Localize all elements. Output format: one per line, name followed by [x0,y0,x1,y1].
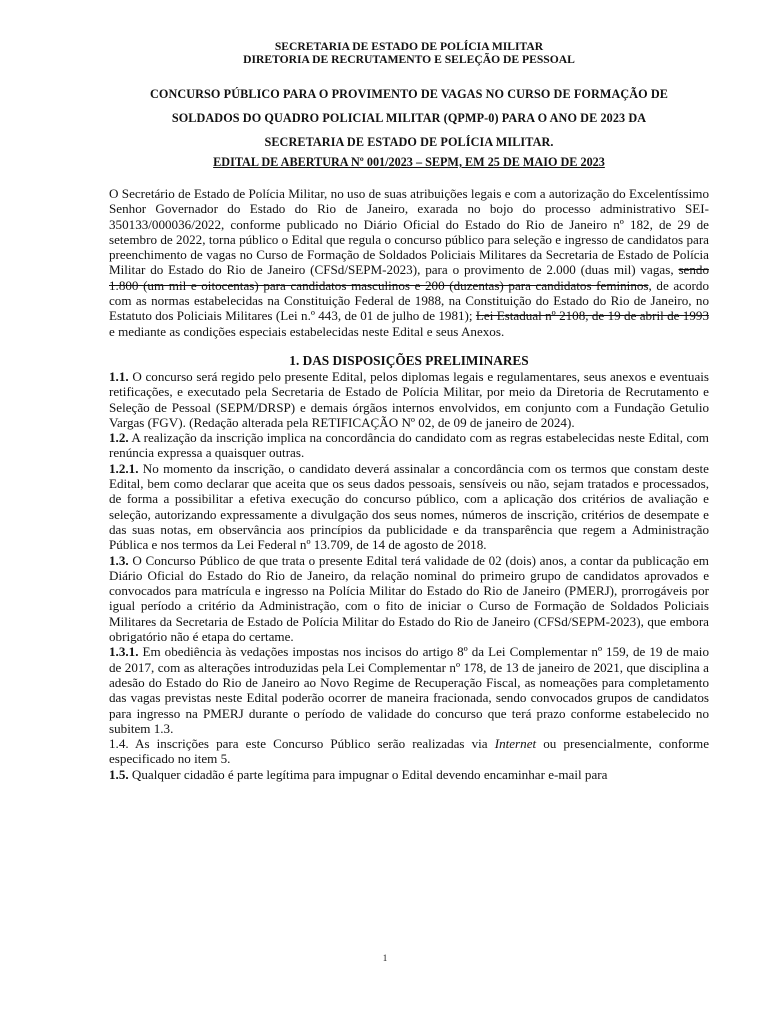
intro-text-a: O Secretário de Estado de Polícia Militar, no uso de suas atribuições legais e com a autorização do Excelentíssimo Senhor Governador do Estado do Rio de Janeiro, exarada no bojo do processo administrativo SEI-350133/000036/2022, conforme publicado no Diário Oficial do Estado do Rio de Janeiro nº 182, de 29 de setembro de 2022, torna público o Edital que regula o concurso público para seleção e ingresso de candidatos para preenchimento de vagas no Curso de Formação de Soldados Policiais Militares da Secretaria de Estado de Polícia Militar do Estado do Rio de Janeiro (CFSd/SEPM-2023), para o provimento de 2.000 (duas mil) vagas, [109,186,709,278]
header-secretaria: SECRETARIA DE ESTADO DE POLÍCIA MILITAR [274,40,544,53]
item-1-3-1 [109,644,709,736]
item-number: 1.3.1. [109,644,139,660]
item-1-2 [109,430,709,461]
item-text: A realização da inscrição implica na concordância do candidato com as regras estabelecidas neste Edital, com renúncia expressa a quaisquer outras. [109,430,709,461]
item-text: No momento da inscrição, o candidato deverá assinalar a concordância com os termos que constam deste Edital, bem como declarar que aceita que os seus dados pessoais, sensíveis ou não, sejam tratados e processados, de forma a possibilitar a efetiva execução do concurso público, com a aplicação dos critérios de avaliação e seleção, autorizando expressamente a divulgação dos seus nomes, números de inscrição, critérios de desempate e das suas notas, em observância aos princípios da publicidade e da transparência que regem a Administração Pública e nos termos da Lei Federal nº 13.709, de 14 de agosto de 2018. [109,460,709,553]
item-number: 1.5. [109,766,129,782]
item-1-4 [109,736,709,767]
intro-struck-text-a: sendo 1.800 (um mil e oitocentas) para candidatos masculinos e 200 (duzentas) para candidatos femininos [109,262,709,293]
document-page [109,40,709,782]
section-heading: 1. DAS DISPOSIÇÕES PRELIMINARES [289,352,529,368]
intro-struck-text-b: Lei Estadual nº 2108, de 19 de abril de 1993 [475,308,709,324]
item-1-2-1 [109,461,709,553]
item-italic-internet: Internet [494,736,537,752]
item-text: O Concurso Público de que trata o presente Edital terá validade de 02 (dois) anos, a contar da publicação em Diário Oficial do Estado do Rio de Janeiro, da relação nominal do primeiro grupo de candidatos aprovados e convocados para matrícula e ingresso na Polícia Militar do Estado do Rio de Janeiro (PMERJ), prorrogáveis por igual período a critério da Administração, com o fito de iniciar o Curso de Formação de Soldados Policiais Militares da Secretaria de Estado de Polícia Militar do Estado do Rio de Janeiro (CFSd/SEPM-2023), que embora obrigatório não é etapa do certame. [109,552,709,645]
item-text: O concurso será regido pelo presente Edital, pelos diplomas legais e regulamentares, seus anexos e eventuais retificações, e executado pela Secretaria de Estado de Polícia Militar, por meio da Diretoria de Recrutamento e Seleção de Pessoal (SEPM/DRSP) e demais órgãos internos envolvidos, em conjunto com a Fundação Getulio Vargas (FGV). (Redação alterada pela RETIFICAÇÃO Nº 02, de 09 de janeiro de 2024). [109,368,709,430]
item-number: 1.2. [109,430,129,446]
intro-text-c: e mediante as condições especiais estabelecidas neste Edital e seus Anexos. [109,323,505,339]
item-number: 1.2.1. [109,460,139,476]
item-number: 1.1. [109,368,129,384]
item-text-a: 1.4. As inscrições para este Concurso Público serão realizadas via [109,736,495,752]
header-diretoria: DIRETORIA DE RECRUTAMENTO E SELEÇÃO DE PESSOAL [243,53,575,66]
intro-text-b: , de acordo com as normas estabelecidas na Constituição Federal de 1988, na Constituição do Estado do Rio de Janeiro, no Estatuto dos Policiais Militares (Lei n.º 443, de 01 de julho de 1981); [109,277,709,324]
item-1-3 [109,553,709,645]
edital-heading: EDITAL DE ABERTURA Nº 001/2023 – SEPM, EM 25 DE MAIO DE 2023 [213,155,605,169]
title-line-3: SECRETARIA DE ESTADO DE POLÍCIA MILITAR. [264,135,554,149]
title-line-2: SOLDADOS DO QUADRO POLICIAL MILITAR (QPMP-0) PARA O ANO DE 2023 DA [171,111,647,125]
title-line-1: CONCURSO PÚBLICO PARA O PROVIMENTO DE VAGAS NO CURSO DE FORMAÇÃO DE [149,87,669,101]
header [109,40,709,66]
item-number: 1.3. [109,552,129,568]
item-text: Em obediência às vedações impostas nos incisos do artigo 8º da Lei Complementar nº 159, de 19 de maio de 2017, com as alterações introduzidas pela Lei Complementar nº 178, de 13 de janeiro de 2021, que disciplina a adesão do Estado do Rio de Janeiro ao Novo Regime de Recuperação Fiscal, as nomeações para completamento das vagas previstas neste Edital poderão ocorrer de maneira fracionada, sendo convocados grupos de candidatos para ingresso na PMERJ durante o período de validade do concurso que terá prazo conforme estabelecido no subitem 1.3. [109,644,709,736]
item-1-5 [109,767,709,782]
item-text: Qualquer cidadão é parte legítima para impugnar o Edital devendo encaminhar e-mail para [128,766,608,782]
item-1-1 [109,369,709,430]
page-number: 1 [382,953,388,963]
item-text-b: ou presencialmente, conforme especificado no item 5. [109,736,710,767]
intro-paragraph [109,186,709,339]
document-title [109,82,709,154]
